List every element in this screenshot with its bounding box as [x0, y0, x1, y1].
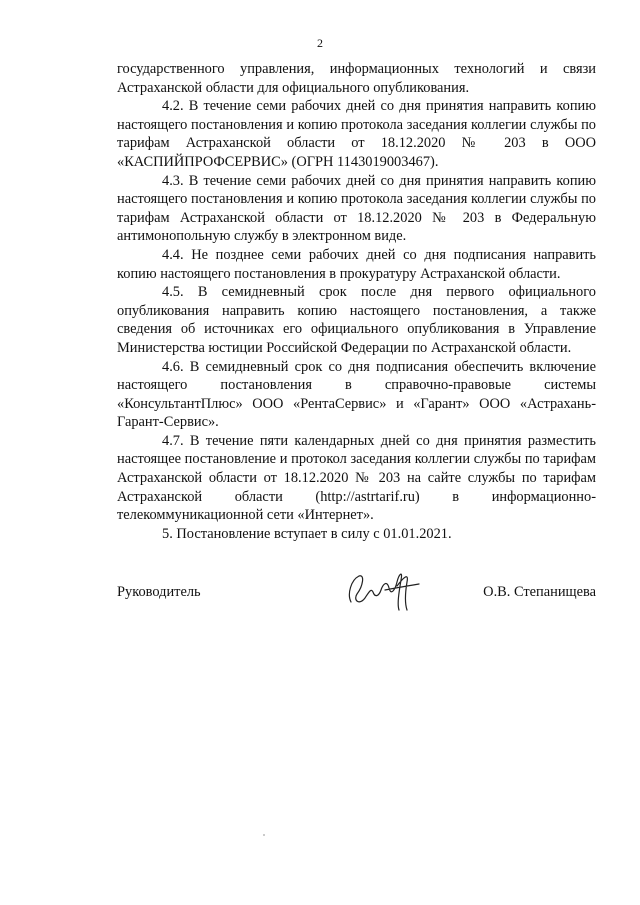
- paragraph-4-5: 4.5. В семидневный срок после дня первого официального опубликования направить копию настоящего постановления, а также сведения об источниках его официального опубликования в Управление Министерства юстиции Российской Федерации по Астраханской области.: [117, 284, 596, 356]
- paragraph-4-4: 4.4. Не позднее семи рабочих дней со дня подписания направить копию настоящего постановления в прокуратуру Астраханской области.: [117, 246, 596, 282]
- handwritten-signature: [345, 566, 423, 612]
- scan-speck: [263, 834, 265, 836]
- paragraph-4-2: 4.2. В течение семи рабочих дней со дня принятия направить копию настоящего постановления и копию протокола заседания коллегии службы по тарифам Астраханской области от 18.12.2020 № 203 в ООО «КАСПИЙПРОФСЕРВИС» (ОГРН 1143019003467).: [117, 98, 596, 170]
- document-body: [117, 60, 596, 543]
- signature-block: [117, 566, 596, 616]
- paragraph-4-6: 4.6. В семидневный срок со дня подписания обеспечить включение настоящего постановления в справочно-правовые системы «КонсультантПлюс» ООО «РентаСервис» и «Гарант» ООО «Астрахань-Гарант-Сервис».: [117, 358, 596, 431]
- signatory-position: Руководитель: [117, 584, 201, 600]
- page-number: 2: [317, 36, 323, 50]
- paragraph-continuation: государственного управления, информационных технологий и связи Астраханской области для официального опубликования.: [117, 61, 596, 96]
- paragraph-5: 5. Постановление вступает в силу с 01.01.2021.: [162, 525, 452, 542]
- signatory-name: О.В. Степанищева: [483, 584, 596, 600]
- paragraph-4-7: 4.7. В течение пяти календарных дней со дня принятия разместить настоящее постановление и протокол заседания коллегии службы по тарифам Астраханской области от 18.12.2020 № 203 на сайте службы по тарифам Астраханской области (http://astrtarif.ru) в информационно-телекоммуникационной сети «Интернет».: [117, 432, 596, 524]
- paragraph-4-3: 4.3. В течение семи рабочих дней со дня принятия направить копию настоящего постановления и копию протокола заседания коллегии службы по тарифам Астраханской области от 18.12.2020 № 203 в Федеральную антимонопольную службу в электронном виде.: [117, 172, 596, 245]
